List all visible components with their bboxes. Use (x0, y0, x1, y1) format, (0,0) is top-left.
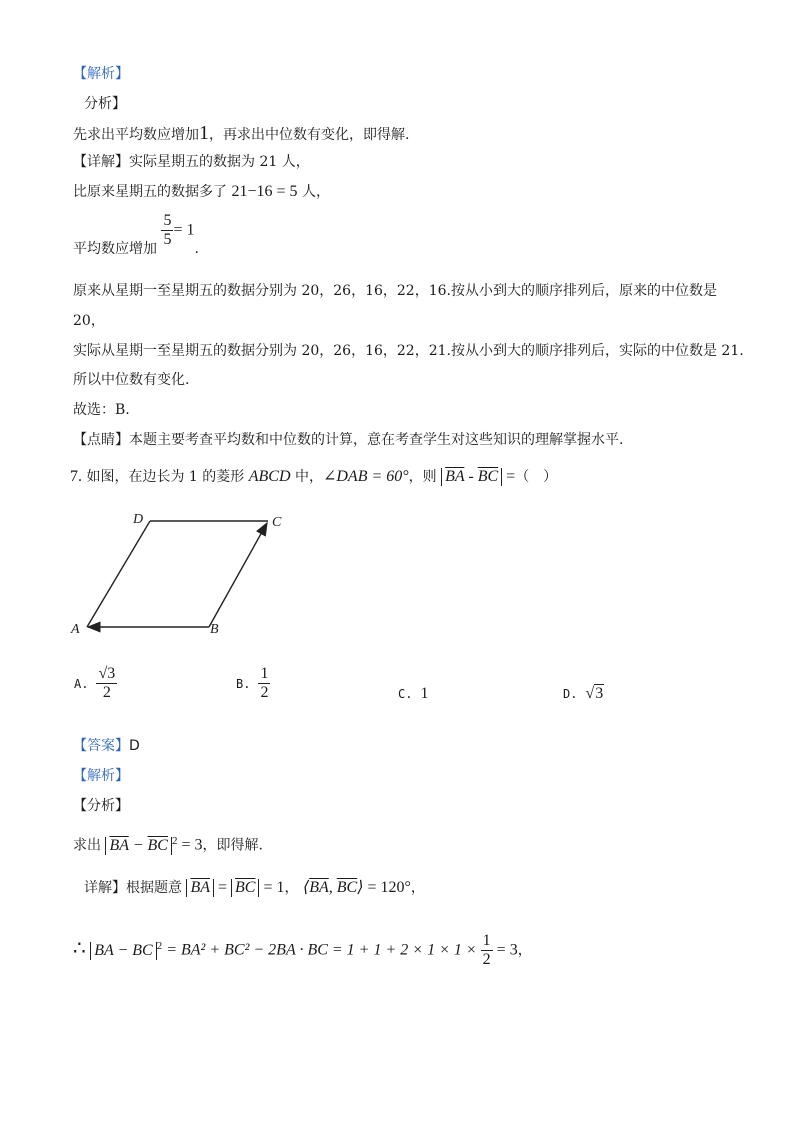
label-d: D (133, 512, 144, 527)
average-label: 平均数应增加 (73, 240, 157, 257)
angle-bracket: $⟨\overline{BA}$, $\overline{BC}⟩$ (302, 879, 364, 896)
fenxi-heading (84, 94, 126, 114)
median-changed-line: 所以中位数有变化. (73, 372, 190, 388)
find-abs: $\overline{BA} - \overline{BC}$ (105, 837, 172, 855)
half-denominator: 2 (482, 951, 491, 968)
answer-tag: 【答案】 (73, 738, 129, 754)
expand-square: 2 (156, 939, 163, 952)
question-number: 7. (70, 468, 82, 485)
step1-number: 1 (199, 122, 209, 144)
difference-line (73, 182, 330, 202)
abs-bc-vector: $\overline{BC}$ (235, 879, 256, 896)
average-eq: = 1 (173, 221, 195, 239)
therefore-symbol: ∴ (73, 937, 86, 960)
average-numerator: 5 (163, 212, 172, 229)
choice-line: 故选：B. (73, 402, 130, 418)
question-text-c: ，则 (408, 469, 437, 485)
question-text-a: 如图，在边长为 1 的菱形 (86, 469, 249, 485)
answer-line (73, 736, 140, 756)
actual-data-line: 实际从星期一至星期五的数据分别为 20，26，16，22，21.按从小到大的顺序排列后，实际的中位数是 21. (73, 343, 744, 359)
find-end: ，即得解. (202, 837, 263, 854)
question-7-stem (70, 467, 557, 487)
final-result: = 3 (492, 941, 518, 959)
question-text-b: 中， (290, 469, 323, 485)
abs-ba-vector: $\overline{BA}$ (190, 879, 210, 896)
option-d[interactable] (563, 685, 604, 703)
option-a-fraction (96, 665, 117, 702)
option-c[interactable] (398, 685, 428, 703)
option-d-sqrt: √3 (585, 685, 604, 702)
half-fraction (481, 932, 493, 969)
expand-bc: BC (132, 941, 153, 959)
option-c-label: C. (398, 687, 413, 701)
angle-condition: ∠DAB = 60° (322, 468, 409, 485)
vector-ba: $\overline{BA}$ (445, 468, 465, 485)
vector-difference-abs (441, 468, 502, 486)
minus-sign: - (464, 468, 478, 485)
angle-value: = 120° (363, 879, 411, 896)
find-text: 求出 (73, 837, 101, 854)
comment-tag: 【点睛】 (73, 432, 129, 448)
expand-ba: BA (94, 941, 114, 959)
difference-unit: 人， (297, 184, 330, 200)
solution-step-1 (73, 123, 409, 145)
answer-blank: （ ） (515, 469, 558, 485)
answer-value: D (129, 738, 140, 754)
label-a: A (71, 622, 80, 637)
original-median: 20， (73, 313, 105, 329)
detail-text: 实际星期五的数据为 21 人， (129, 154, 310, 170)
option-b-numerator: 1 (260, 665, 269, 682)
half-numerator: 1 (482, 932, 491, 949)
side-da (87, 521, 150, 627)
comment-text: 本题主要考查平均数和中位数的计算，意在考查学生对这些知识的理解掌握水平. (129, 432, 624, 448)
average-increase-line (73, 212, 199, 257)
difference-math: 21−16 = 5 (231, 183, 298, 200)
label-c: C (272, 515, 282, 530)
abs-bc (231, 879, 259, 897)
expansion-text: = BA² + BC² − 2BA · BC = 1 + 1 + 2 × 1 × 1 × (162, 941, 481, 959)
find-line (73, 831, 263, 856)
option-b[interactable] (236, 665, 270, 702)
option-a-label: A. (74, 676, 89, 691)
analysis-tag-2: 【解析】 (73, 768, 129, 784)
rhombus-figure (65, 505, 295, 640)
option-a-numerator: √3 (98, 665, 116, 682)
find-vector-ba: $\overline{BA}$ (109, 836, 129, 854)
equals-sign: = (502, 468, 516, 485)
option-c-value: 1 (420, 685, 429, 702)
average-end: . (194, 240, 199, 257)
detail-line (73, 152, 310, 172)
step1-text-end: ，再求出中位数有变化，即得解. (209, 127, 410, 143)
analysis-tag: 【解析】 (73, 66, 129, 82)
option-a[interactable] (74, 665, 117, 702)
original-data-line: 原来从星期一至星期五的数据分别为 20，26，16，22，16.按从小到大的顺序排列后，原来的中位数是 (73, 283, 717, 299)
option-a-denominator: 2 (102, 684, 111, 701)
option-d-radicand: 3 (595, 685, 604, 702)
step1-text: 先求出平均数应增加 (73, 127, 199, 143)
average-fraction (161, 212, 173, 249)
average-denominator: 5 (163, 231, 172, 248)
angle-bc: $\overline{BC}$ (336, 879, 358, 896)
option-b-label: B. (236, 676, 251, 691)
expand-abs: BA − BC (90, 942, 157, 960)
abs-equals: = 1 (259, 879, 285, 896)
find-square: 2 (171, 835, 178, 847)
detail-text-2: 根据题意 (126, 880, 182, 896)
detail-tag: 【详解】 (73, 154, 129, 170)
comment-line (73, 430, 623, 450)
vector-bc: $\overline{BC}$ (477, 468, 499, 485)
analysis-heading (73, 64, 129, 84)
option-d-label: D. (563, 687, 578, 701)
fenxi-heading-2: 【分析】 (73, 798, 129, 814)
option-b-fraction (258, 665, 270, 702)
abs-ba (186, 879, 214, 897)
fenxi-tag: 分析】 (84, 96, 126, 112)
vector-bc-arrow (209, 523, 267, 627)
analysis-heading-2 (73, 766, 129, 786)
shape-name: ABCD (248, 468, 291, 485)
expansion-line: ∴ BA − BC $^2$ = BA² + BC² − 2BA · BC = 1 + 1 + 2 × 1 × 1 × $\frac{1}{2}$ = 3， (73, 932, 532, 968)
difference-text: 比原来星期五的数据多了 (73, 184, 232, 200)
label-b: B (210, 622, 219, 637)
option-b-denominator: 2 (260, 684, 269, 701)
angle-ba: $\overline{BA}$ (309, 879, 329, 896)
find-equals: = 3 (177, 836, 203, 854)
detail-tag-2: 详解】 (84, 880, 126, 896)
find-vector-bc: $\overline{BC}$ (147, 836, 168, 854)
detail-line-2: 详解】根据题意 $\overline{BA} = \overline{BC} = 1$， $⟨\overline{BA}$, $\overline{BC}⟩ = 120^\circ$， (84, 879, 425, 896)
